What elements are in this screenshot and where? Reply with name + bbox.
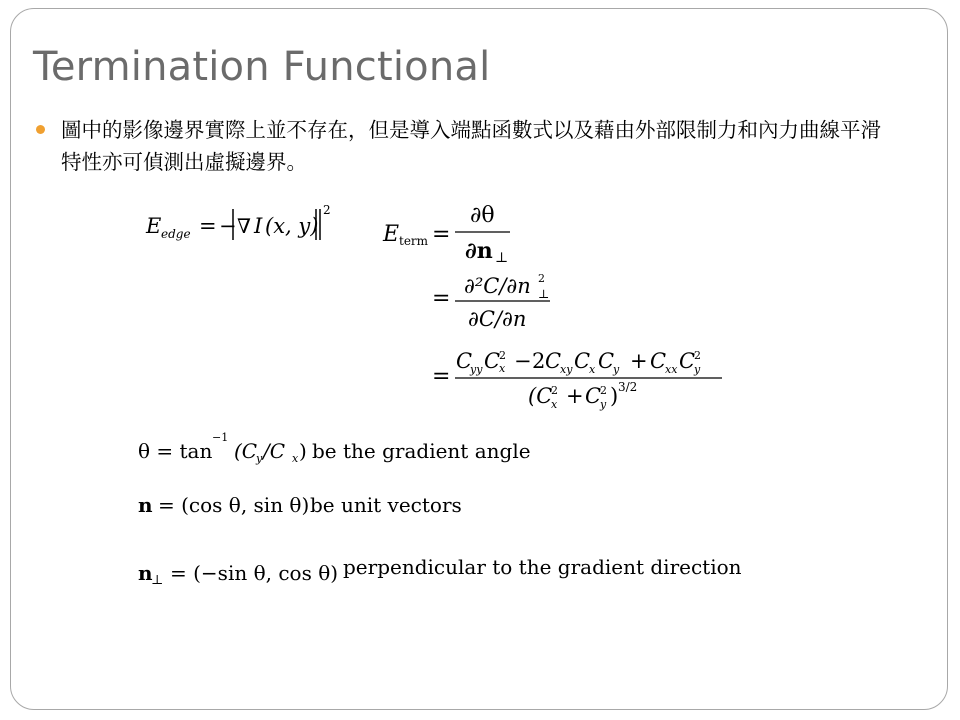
term-sub: term [399, 234, 429, 248]
term-line2-num-sub: ⊥ [538, 287, 550, 301]
term-eq-1: = [432, 222, 451, 247]
svg-text:xy: xy [560, 363, 573, 376]
svg-text:y: y [613, 363, 620, 376]
edge-args: (x, y) [265, 214, 319, 238]
svg-text:C: C [585, 384, 602, 408]
term-line3-numerator [456, 349, 701, 376]
svg-text:2: 2 [694, 349, 701, 362]
edge-e: E [146, 214, 162, 238]
svg-text:+: + [566, 384, 584, 408]
term-line3-denominator [528, 380, 637, 411]
theta-sub-y: y [256, 452, 263, 465]
perp-vector-definition [138, 555, 742, 588]
termination-energy-formula [382, 203, 722, 411]
svg-text:y: y [600, 398, 607, 411]
n-rhs: = (cos θ, sin θ) [158, 493, 310, 517]
slide-title: Termination Functional [33, 44, 491, 90]
theta-inv: −1 [212, 431, 229, 444]
svg-text:y: y [694, 363, 701, 376]
term-line1-den: ∂n [465, 238, 493, 264]
theta-close: ) [299, 439, 307, 463]
term-e: E [383, 222, 400, 247]
term-eq-2: = [432, 286, 451, 311]
theta-sub-x: x [292, 452, 299, 465]
term-line1-perp: ⊥ [495, 250, 509, 266]
term-line2-num-sup: 2 [538, 272, 545, 285]
term-eq-3: = [432, 364, 451, 389]
svg-text:x: x [499, 362, 506, 375]
svg-text:x: x [551, 398, 558, 411]
svg-text:xx: xx [665, 363, 678, 376]
nperp-perp: ⊥ [151, 573, 164, 588]
term-line3-den: (C [528, 384, 553, 408]
term-line2-den: ∂C/∂n [468, 307, 527, 331]
svg-text:−: − [514, 349, 532, 373]
svg-text:C: C [650, 349, 667, 373]
edge-nabla: ∇ [237, 214, 251, 238]
term-line3-num: C [456, 349, 473, 373]
n-lhs: n [138, 493, 153, 517]
nperp-desc: perpendicular to the gradient direction [343, 555, 742, 579]
edge-power: 2 [323, 203, 331, 217]
unit-vector-definition [138, 493, 462, 517]
edge-energy-formula [145, 203, 331, 241]
svg-text:x: x [589, 363, 596, 376]
svg-text:2: 2 [499, 349, 506, 362]
theta-definition [138, 431, 531, 465]
svg-text:2: 2 [600, 384, 607, 397]
theta-lhs: θ = tan [138, 439, 213, 463]
edge-minus: − [219, 214, 237, 238]
theta-desc: be the gradient angle [312, 439, 531, 463]
svg-text:+: + [630, 349, 648, 373]
edge-i: I [254, 214, 263, 238]
svg-text:C: C [484, 349, 501, 373]
svg-text:C: C [574, 349, 591, 373]
svg-text:2: 2 [532, 349, 546, 373]
svg-text:C: C [679, 349, 696, 373]
term-line2-num: ∂²C/∂n [464, 274, 531, 298]
edge-eq: = [199, 214, 217, 238]
nperp-rhs: = (−sin θ, cos θ) [170, 561, 339, 585]
edge-sub: edge [161, 227, 191, 241]
svg-text:C: C [545, 349, 562, 373]
term-line1-num: ∂θ [470, 203, 495, 228]
term-three-halves: 3/2 [618, 380, 638, 394]
theta-args: (C [234, 439, 258, 463]
svg-text:2: 2 [551, 384, 558, 397]
bullet-text: 圖中的影像邊界實際上並不存在，但是導入端點函數式以及藉由外部限制力和內力曲線平滑特性亦可偵測出虛擬邊界。 [61, 118, 881, 174]
n-desc: be unit vectors [310, 493, 462, 517]
svg-text:yy: yy [470, 363, 483, 376]
svg-text:C: C [598, 349, 615, 373]
svg-text:): ) [610, 384, 619, 408]
theta-slash: /C [263, 439, 286, 463]
nperp-lhs: n [138, 561, 153, 585]
